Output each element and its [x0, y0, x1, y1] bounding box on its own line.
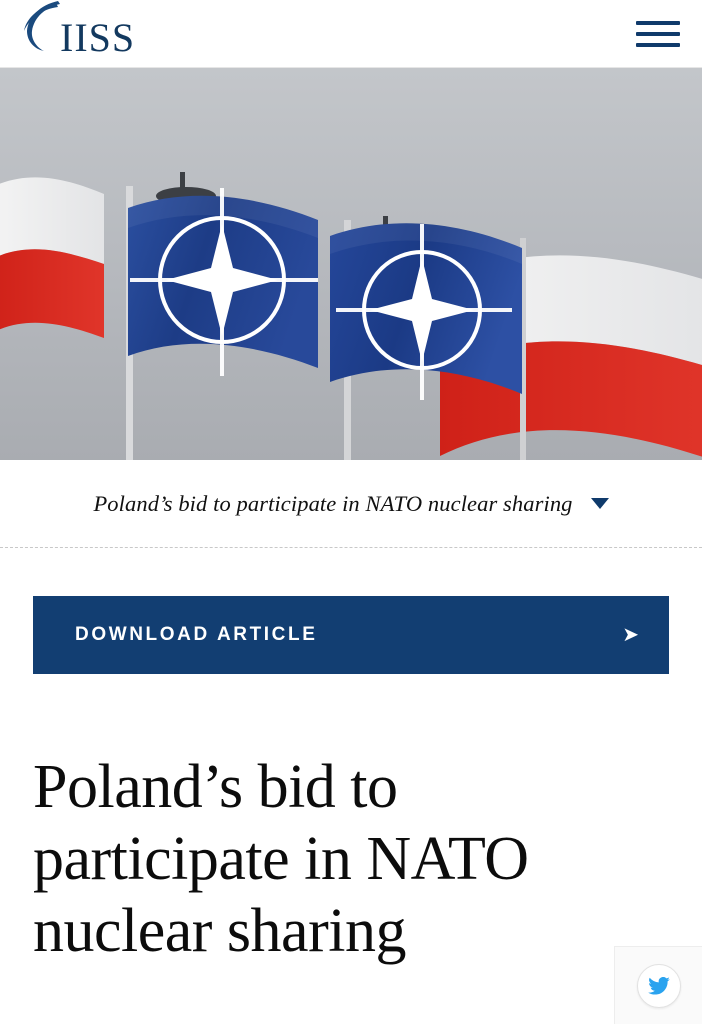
iiss-logo[interactable]: [18, 1, 146, 59]
twitter-icon: [648, 977, 670, 995]
arrow-right-icon: ➤: [622, 624, 639, 646]
hamburger-bar-1: [636, 21, 680, 25]
site-header: [0, 0, 702, 68]
hamburger-bar-2: [636, 32, 680, 36]
hero-image: [0, 68, 702, 460]
share-panel: [614, 946, 702, 1024]
hero-caption-text: Poland’s bid to participate in NATO nuclear sharing: [93, 490, 573, 516]
download-section: [0, 548, 702, 674]
iiss-logo-mark: [18, 1, 146, 59]
hero-illustration: [0, 68, 702, 460]
hero-caption-bar[interactable]: [0, 460, 702, 548]
twitter-share-button[interactable]: [637, 964, 681, 1008]
svg-text:IISS: IISS: [60, 14, 136, 59]
page-title: Poland’s bid to participate in NATO nuclear sharing: [33, 753, 529, 965]
chevron-down-icon[interactable]: [591, 498, 609, 509]
download-article-label: DOWNLOAD ARTICLE: [75, 624, 318, 645]
hamburger-bar-3: [636, 43, 680, 47]
download-article-button[interactable]: [33, 596, 669, 674]
menu-button[interactable]: [636, 17, 680, 51]
